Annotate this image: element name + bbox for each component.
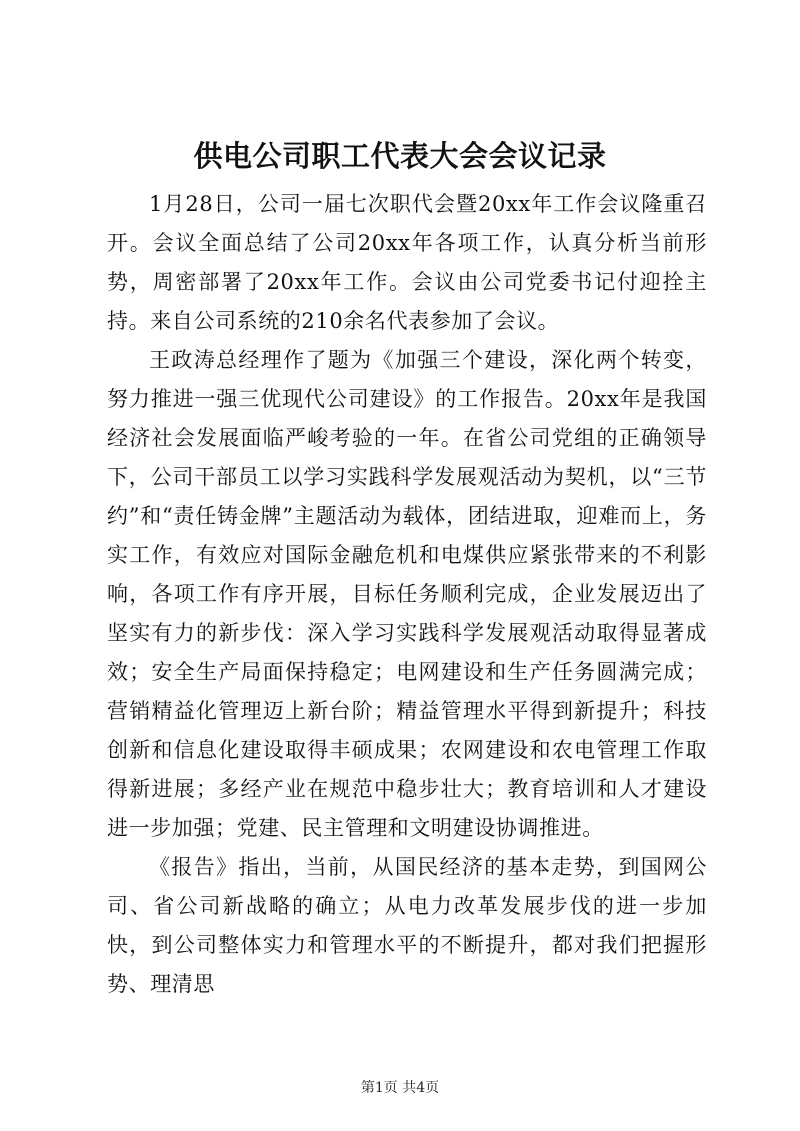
paragraph-3: 《报告》指出，当前，从国民经济的基本走势，到国网公司、省公司新战略的确立；从电力改革发展步伐的进一步加快，到公司整体实力和管理水平的不断提升，都对我们把握形势、理清思 <box>107 855 707 996</box>
paragraph-2: 王政涛总经理作了题为《加强三个建设，深化两个转变，努力推进一强三优现代公司建设》的工作报告。20xx年是我国经济社会发展面临严峻考验的一年。在省公司党组的正确领导下，公司干部员工以学习实践科学发展观活动为契机，以“三节约”和“责任铸金牌”主题活动为载体，团结进取，迎难而上，务实工作，有效应对国际金融危机和电煤供应紧张带来的不利影响，各项工作有序开展，目标任务顺利完成，企业发展迈出了坚实有力的新步伐：深入学习实践科学发展观活动取得显著成效；安全生产局面保持稳定；电网建设和生产任务圆满完成；营销精益化管理迈上新台阶；精益管理水平得到新提升；科技创新和信息化建设取得丰硕成果；农网建设和农电管理工作取得新进展；多经产业在规范中稳步壮大；教育培训和人才建设进一步加强；党建、民主管理和文明建设协调推进。 <box>107 348 707 840</box>
document-body <box>107 185 707 1004</box>
page-number-footer: 第1页 共4页 <box>360 1080 440 1096</box>
document-title: 供电公司职工代表大会会议记录 <box>193 139 607 173</box>
paragraph-1: 1月28日，公司一届七次职代会暨20xx年工作会议隆重召开。会议全面总结了公司20xx年各项工作，认真分析当前形势，周密部署了20xx年工作。会议由公司党委书记付迎拴主持。来自公司系统的210余名代表参加了会议。 <box>107 192 707 333</box>
